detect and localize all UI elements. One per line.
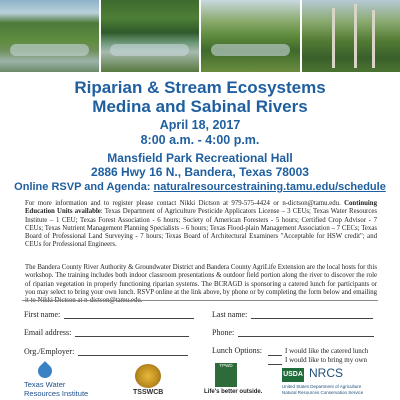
tsswcb-logo <box>133 364 163 398</box>
tsswcb-name: TSSWCB <box>133 389 164 396</box>
twri-logo <box>24 364 104 396</box>
last-name-row <box>212 309 373 319</box>
ceu-heading: Continuing Education Units available <box>25 200 377 216</box>
event-time: 8:00 a.m. - 4:00 p.m. <box>140 133 260 147</box>
nrcs-logo: NRCS <box>309 366 344 380</box>
usda-subtitle <box>282 384 363 395</box>
last-name-label: Last name: <box>212 310 248 319</box>
org-row <box>24 346 188 356</box>
rsvp-line <box>0 181 400 193</box>
rsvp-link[interactable]: naturalresourcestraining.tamu.edu/schedule <box>153 181 386 193</box>
first-name-row <box>24 309 194 319</box>
email-label: Email address: <box>24 328 72 337</box>
water-drop-icon <box>35 361 55 381</box>
usda-subtitle-line2: Natural Resources Conservation Service <box>282 389 364 395</box>
twri-name-line2: Resources Institute <box>24 389 89 398</box>
river-photo-1 <box>0 0 99 72</box>
org-label: Org./Employer: <box>24 347 75 356</box>
own-lunch-checkbox[interactable] <box>268 357 282 365</box>
tpwd-tagline: Life's better outside. <box>204 389 263 395</box>
info-text: For more information and to register please contact Nikki Dictson at 979-575-4424 or n-dictson@tamu.edu. <box>25 200 345 207</box>
lunch-option-catered[interactable] <box>268 347 368 356</box>
own-lunch-label: I would like to bring my own <box>285 356 368 364</box>
lunch-row <box>212 346 262 355</box>
event-subtitle: Medina and Sabinal Rivers <box>92 97 308 116</box>
phone-label: Phone: <box>212 328 235 337</box>
river-photo-2 <box>101 0 200 72</box>
event-venue: Mansfield Park Recreational Hall <box>107 151 293 165</box>
event-date: April 18, 2017 <box>159 118 241 132</box>
river-photo-4 <box>302 0 400 72</box>
info-paragraph <box>25 200 377 250</box>
lunch-option-own[interactable] <box>268 356 368 365</box>
event-address: 2886 Hwy 16 N., Bandera, Texas 78003 <box>91 165 309 179</box>
form-divider <box>22 300 378 301</box>
ceu-text: : Texas Department of Agriculture Pesticide Applicators License – 3 CEUs; Texas Water Resources Institute – 1 CEU; Texas Forest Association - 6 hours; Society of American Foresters - 5 hours; Certified Crop Advisor - 7 CEUs; Texas Nutrient Management Planning Specialists – 6 hours; Texas Flood-plain Management Association – 7 CECs; Texas Board of Professional Land Surveying - 7 hours; Texas Board of Architectural Examiners "Acceptable for HSW credit"; and CEUs for Professional Engineers. <box>25 208 377 249</box>
usda-subtitle-line1: United States Department of Agriculture <box>282 384 362 389</box>
header-photo-strip <box>0 0 400 72</box>
first-name-field[interactable] <box>64 309 194 319</box>
river-photo-3 <box>201 0 300 72</box>
tpwd-logo: TPWD <box>215 363 237 387</box>
last-name-field[interactable] <box>251 309 373 319</box>
org-field[interactable] <box>78 346 188 356</box>
email-field[interactable] <box>75 327 189 337</box>
rsvp-label: Online RSVP and Agenda: <box>14 181 154 193</box>
tsswcb-seal-icon <box>135 364 161 388</box>
twri-name-line1: Texas Water <box>24 380 66 389</box>
first-name-label: First name: <box>24 310 61 319</box>
catered-checkbox[interactable] <box>268 348 282 356</box>
hosts-paragraph: The Bandera County River Authority & Groundwater District and Bandera County AgriLife Extension are the local hosts for this workshop. The training includes both indoor classroom presentations & outdoor field portion along the river to discover the role of riparian vegetation in properly functioning riparian systems. The BCRAGD is sponsoring a catered lunch for participants or you may select to bring your own lunch. RSVP online at the link above, by phone or by completing the form below and emailing it to Nikki Dictson at n-dictson@tamu.edu. <box>25 264 377 305</box>
event-title: Riparian & Stream Ecosystems <box>74 78 326 97</box>
phone-row <box>212 327 374 337</box>
lunch-options <box>268 347 368 365</box>
usda-logo: USDA <box>282 368 304 382</box>
phone-field[interactable] <box>238 327 374 337</box>
lunch-label: Lunch Options: <box>212 346 262 355</box>
catered-label: I would like the catered lunch <box>285 347 369 355</box>
email-row <box>24 327 189 337</box>
